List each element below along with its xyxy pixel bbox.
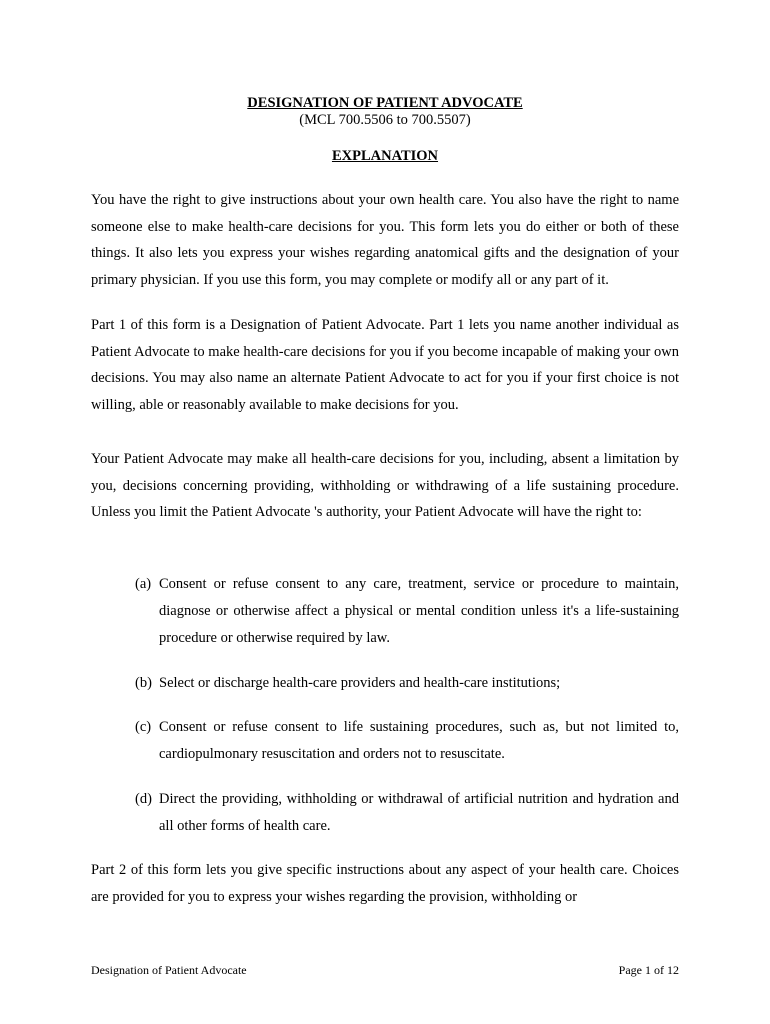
list-letter: (b) [135, 675, 152, 691]
paragraph-authority: Your Patient Advocate may make all health-care decisions for you, including, absent a limitation by you, decisions concerning providing, withholding or withdrawing of a life sustaining procedure. Unless you limit the Patient Advocate 's authority, your Patient Advocate will have the right to: [91, 451, 679, 521]
list-text: Consent or refuse consent to life sustaining procedures, such as, but not limited to, cardiopulmonary resuscitation and orders not to resuscitate. [159, 719, 679, 762]
section-heading: EXPLANATION [331, 148, 439, 164]
list-text: Select or discharge health-care providers and health-care institutions; [159, 675, 561, 691]
statute-reference: (MCL 700.5506 to 700.5507) [299, 112, 471, 128]
list-text: Consent or refuse consent to any care, treatment, service or procedure to maintain, diagnose or otherwise affect a physical or mental condition unless it's a life-sustaining procedure or otherwise required by law. [159, 576, 679, 646]
document-title: DESIGNATION OF PATIENT ADVOCATE [247, 95, 523, 111]
paragraph-intro: You have the right to give instructions about your own health care. You also have the right to name someone else to make health-care decisions for you. This form lets you do either or both of these things. It also lets you express your wishes regarding anatomical gifts and the designation of your primary physician. If you use this form, you may complete or modify all or any part of it. [91, 192, 679, 288]
list-item-a [135, 571, 679, 652]
list-item-b [135, 670, 679, 697]
list-text: Direct the providing, withholding or withdrawal of artificial nutrition and hydration and all other forms of health care. [159, 791, 679, 834]
list-letter: (d) [135, 791, 152, 807]
footer-document-name: Designation of Patient Advocate [91, 963, 247, 977]
list-letter: (c) [135, 719, 152, 735]
list-letter: (a) [135, 576, 152, 592]
paragraph-part2: Part 2 of this form lets you give specific instructions about any aspect of your health care. Choices are provided for you to express your wishes regarding the provision, withholding or [91, 862, 679, 905]
paragraph-part1: Part 1 of this form is a Designation of Patient Advocate. Part 1 lets you name another individual as Patient Advocate to make health-care decisions for you if you become incapable of making your own decisions. You may also name an alternate Patient Advocate to act for you if your first choice is not willing, able or reasonably available to make decisions for you. [91, 317, 679, 413]
list-item-c [135, 714, 679, 768]
list-item-d [135, 786, 679, 840]
footer-page-number: Page 1 of 12 [618, 963, 679, 977]
